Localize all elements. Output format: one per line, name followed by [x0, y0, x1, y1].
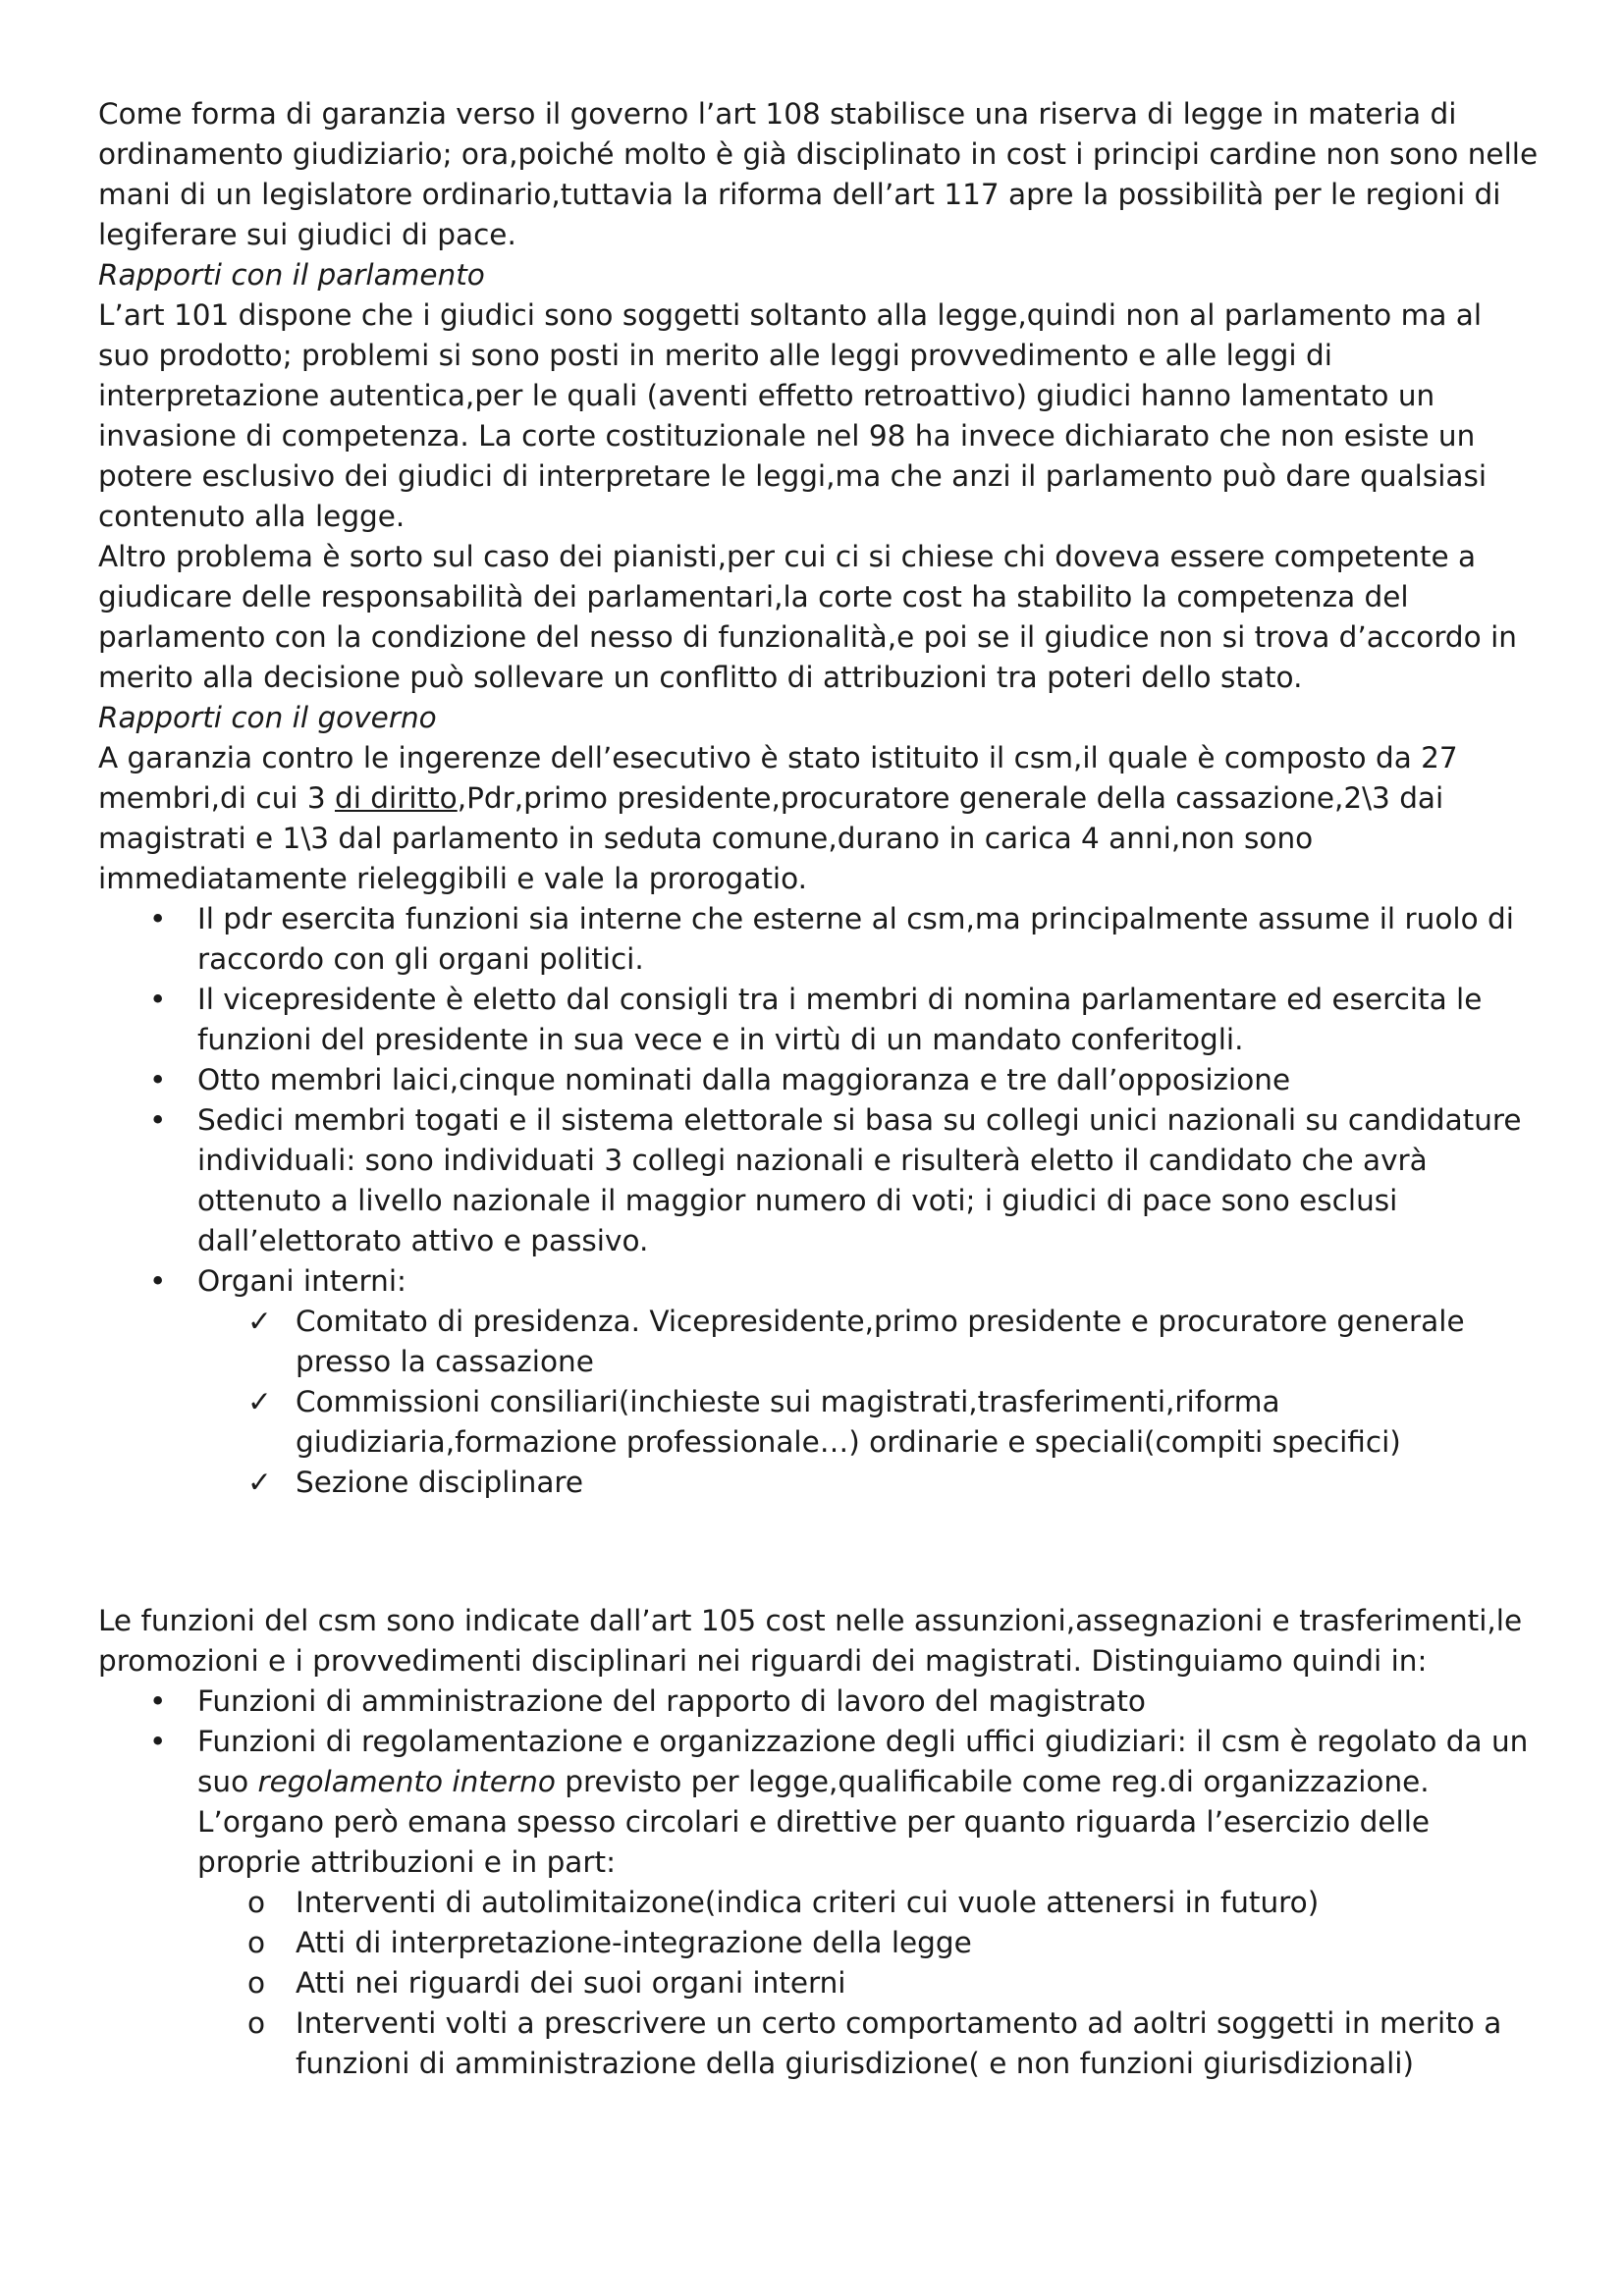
bullet-icon: •	[149, 1684, 167, 1718]
checkmark-icon: ✓	[247, 1305, 272, 1338]
heading-government: Rapporti con il governo	[98, 701, 437, 734]
list-item: o Atti di interpretazione-integrazione della legge	[98, 1923, 1542, 1963]
circle-bullet-icon: o	[247, 1966, 266, 2000]
circle-bullet-icon: o	[247, 2006, 266, 2040]
document-page	[98, 94, 1542, 2084]
government-paragraph	[98, 738, 1542, 899]
checkmark-icon: ✓	[247, 1466, 272, 1499]
intro-paragraph: Come forma di garanzia verso il governo l’art 108 stabilisce una riserva di legge in materia di ordinamento giudiziario; ora,poiché molto è già disciplinato in cost i principi cardine non sono nelle mani di un legislatore ordinario,tuttavia la riforma dell’art 117 apre la possibilità per le regioni di legiferare sui giudici di pace.	[98, 97, 1539, 251]
list-item: • Funzioni di regolamentazione e organizzazione degli uffici giudiziari: il csm è regolato da un suo regolamento interno previsto per legge,qualificabile come reg.di organizzazione. L’organo però emana spesso circolari e direttive per quanto riguarda l’esercizio delle proprie attribuzioni e in part:	[98, 1722, 1542, 1883]
bullet-icon: •	[149, 983, 167, 1016]
bullet-icon: •	[149, 1103, 167, 1137]
list-item: • Funzioni di amministrazione del rapporto di lavoro del magistrato	[98, 1682, 1542, 1722]
list-item: ✓ Commissioni consiliari(inchieste sui magistrati,trasferimenti,riforma giudiziaria,formazione professionale…) ordinarie e speciali(compiti specifici)	[98, 1382, 1542, 1463]
functions-paragraph: Le funzioni del csm sono indicate dall’art 105 cost nelle assunzioni,assegnazioni e trasferimenti,le promozioni e i provvedimenti disciplinari nei riguardi dei magistrati. Distinguiamo quindi in:	[98, 1604, 1523, 1678]
list-item: • Il vicepresidente è eletto dal consigli tra i membri di nomina parlamentare ed esercita le funzioni del presidente in sua vece e in virtù di un mandato conferitogli.	[98, 980, 1542, 1060]
functions-list	[98, 1682, 1542, 1883]
paragraph-gap	[98, 1503, 1542, 1601]
list-item: ✓ Sezione disciplinare	[98, 1463, 1542, 1503]
bullet-icon: •	[149, 1063, 167, 1096]
list-item: • Sedici membri togati e il sistema elettorale si basa su collegi unici nazionali su candidature individuali: sono individuati 3 collegi nazionali e risulterà eletto il candidato che avrà ottenuto a livello nazionale il maggior numero di voti; i giudici di pace sono esclusi dall’elettorato attivo e passivo.	[98, 1100, 1542, 1261]
list-item: ✓ Comitato di presidenza. Vicepresidente,primo presidente e procuratore generale presso la cassazione	[98, 1302, 1542, 1382]
list-item: o Interventi volti a prescrivere un certo comportamento ad aoltri soggetti in merito a funzioni di amministrazione della giurisdizione( e non funzioni giurisdizionali)	[98, 2003, 1542, 2084]
checkmark-icon: ✓	[247, 1385, 272, 1418]
bullet-icon: •	[149, 1725, 167, 1758]
government-text-start: A garanzia contro le ingerenze dell’esecutivo è stato istituito il csm,il quale è composto da 27 membri,di cui 3	[98, 741, 1458, 815]
circle-bullet-icon: o	[247, 1926, 266, 1959]
parliament-paragraph-1: L’art 101 dispone che i giudici sono soggetti soltanto alla legge,quindi non al parlamento ma al suo prodotto; problemi si sono posti in merito alle leggi provvedimento e alle leggi di interpretazione autentica,per le quali (aventi effetto retroattivo) giudici hanno lamentato un invasione di competenza. La corte costituzionale nel 98 ha invece dichiarato che non esiste un potere esclusivo dei giudici di interpretare le leggi,ma che anzi il parlamento può dare qualsiasi contenuto alla legge.	[98, 298, 1488, 533]
heading-parliament: Rapporti con il parlamento	[98, 258, 485, 292]
underlined-term: di diritto	[334, 781, 458, 815]
list-item: o Interventi di autolimitaizone(indica criteri cui vuole attenersi in futuro)	[98, 1883, 1542, 1923]
parliament-paragraph-2: Altro problema è sorto sul caso dei pianisti,per cui ci si chiese chi doveva essere competente a giudicare delle responsabilità dei parlamentari,la corte cost ha stabilito la competenza del parlamento con la condizione del nesso di funzionalità,e poi se il giudice non si trova d’accordo in merito alla decisione può sollevare un conflitto di attribuzioni tra poteri dello stato.	[98, 540, 1517, 694]
government-text-end: ,Pdr,primo presidente,procuratore generale della cassazione,2\3 dai magistrati e 1\3 dal parlamento in seduta comune,durano in carica 4 anni,non sono immediatamente rieleggibili e vale la prorogatio.	[98, 781, 1444, 895]
circle-bullet-icon: o	[247, 1886, 266, 1919]
list-item: • Organi interni:	[98, 1261, 1542, 1302]
emphasized-term: regolamento interno	[257, 1765, 556, 1798]
acts-list	[98, 1883, 1542, 2084]
list-item: o Atti nei riguardi dei suoi organi interni	[98, 1963, 1542, 2003]
list-item: • Otto membri laici,cinque nominati dalla maggioranza e tre dall’opposizione	[98, 1060, 1542, 1100]
csm-composition-list	[98, 899, 1542, 1302]
list-item: • Il pdr esercita funzioni sia interne che esterne al csm,ma principalmente assume il ruolo di raccordo con gli organi politici.	[98, 899, 1542, 980]
bullet-icon: •	[149, 902, 167, 935]
bullet-icon: •	[149, 1264, 167, 1298]
internal-organs-list	[98, 1302, 1542, 1503]
